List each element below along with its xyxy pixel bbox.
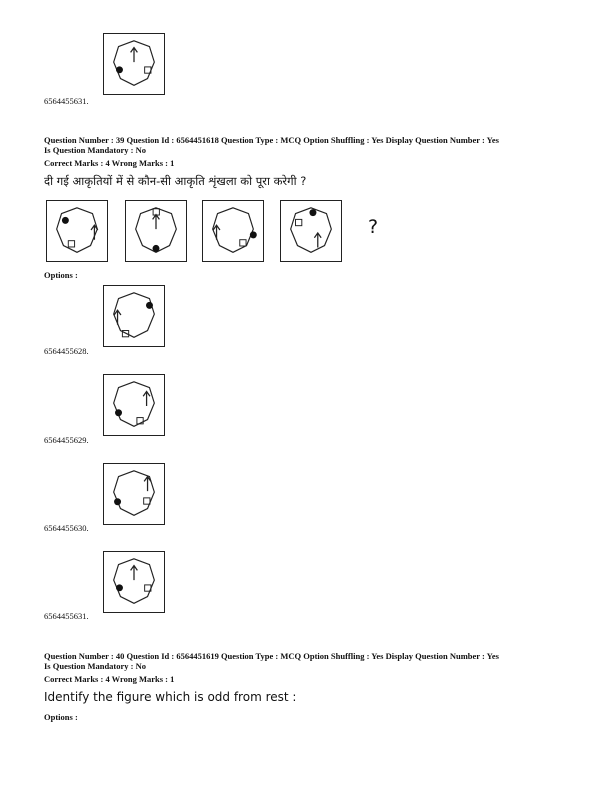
dot-icon xyxy=(153,245,160,252)
q39-option-1-figure[interactable] xyxy=(103,285,165,347)
q39-series-figure-4 xyxy=(280,200,342,262)
q39-series-figure-3 xyxy=(202,200,264,262)
q40-header xyxy=(44,651,574,671)
q39-header-line1: Question Number : 39 Question Id : 6564451618 Question Type : MCQ Option Shuffling : Yes Display Question Number : Yes xyxy=(44,135,499,145)
dot-icon xyxy=(146,302,153,309)
q40-options-label: Options : xyxy=(44,712,78,722)
q39-option-2-id: 6564455629. xyxy=(44,435,89,445)
square-icon xyxy=(240,240,246,246)
arrow-icon xyxy=(153,215,160,230)
q39-option-1-id: 6564455628. xyxy=(44,346,89,356)
q39-option-4-id: 6564455631. xyxy=(44,611,89,621)
q39-header xyxy=(44,135,574,155)
dot-icon xyxy=(309,209,316,216)
q39-option-3-id: 6564455630. xyxy=(44,523,89,533)
dot-icon xyxy=(114,498,121,505)
q39-series-question-mark: ? xyxy=(368,216,379,238)
q40-header-line2: Is Question Mandatory : No xyxy=(44,661,147,671)
arrow-icon xyxy=(131,48,138,63)
dot-icon xyxy=(62,217,69,224)
arrow-icon xyxy=(131,566,138,581)
q40-question-text: Identify the figure which is odd from rest : xyxy=(44,690,297,704)
q39-question-text: दी गई आकृतियों में से कौन-सी आकृति शृंखला को पूरा करेगी ? xyxy=(44,174,307,188)
q40-marks: Correct Marks : 4 Wrong Marks : 1 xyxy=(44,674,175,684)
q40-header-line1: Question Number : 40 Question Id : 6564451619 Question Type : MCQ Option Shuffling : Yes Display Question Number : Yes xyxy=(44,651,499,661)
dot-icon xyxy=(115,409,122,416)
dot-icon xyxy=(116,66,123,73)
q39-options-label: Options : xyxy=(44,270,78,280)
q39-option-2-figure[interactable] xyxy=(103,374,165,436)
q39-series-figure-2 xyxy=(125,200,187,262)
q39-marks: Correct Marks : 4 Wrong Marks : 1 xyxy=(44,158,175,168)
square-icon xyxy=(144,498,150,504)
q39-series-figure-1 xyxy=(46,200,108,262)
previous-option-id: 6564455631. xyxy=(44,96,89,106)
dot-icon xyxy=(116,584,123,591)
dot-icon xyxy=(250,231,257,238)
arrow-icon xyxy=(314,233,321,248)
square-icon xyxy=(68,241,74,247)
q39-header-line2: Is Question Mandatory : No xyxy=(44,145,147,155)
q39-option-4-figure[interactable] xyxy=(103,551,165,613)
previous-option-figure xyxy=(103,33,165,95)
arrow-icon xyxy=(143,391,150,406)
q39-option-3-figure[interactable] xyxy=(103,463,165,525)
square-icon xyxy=(296,219,302,225)
